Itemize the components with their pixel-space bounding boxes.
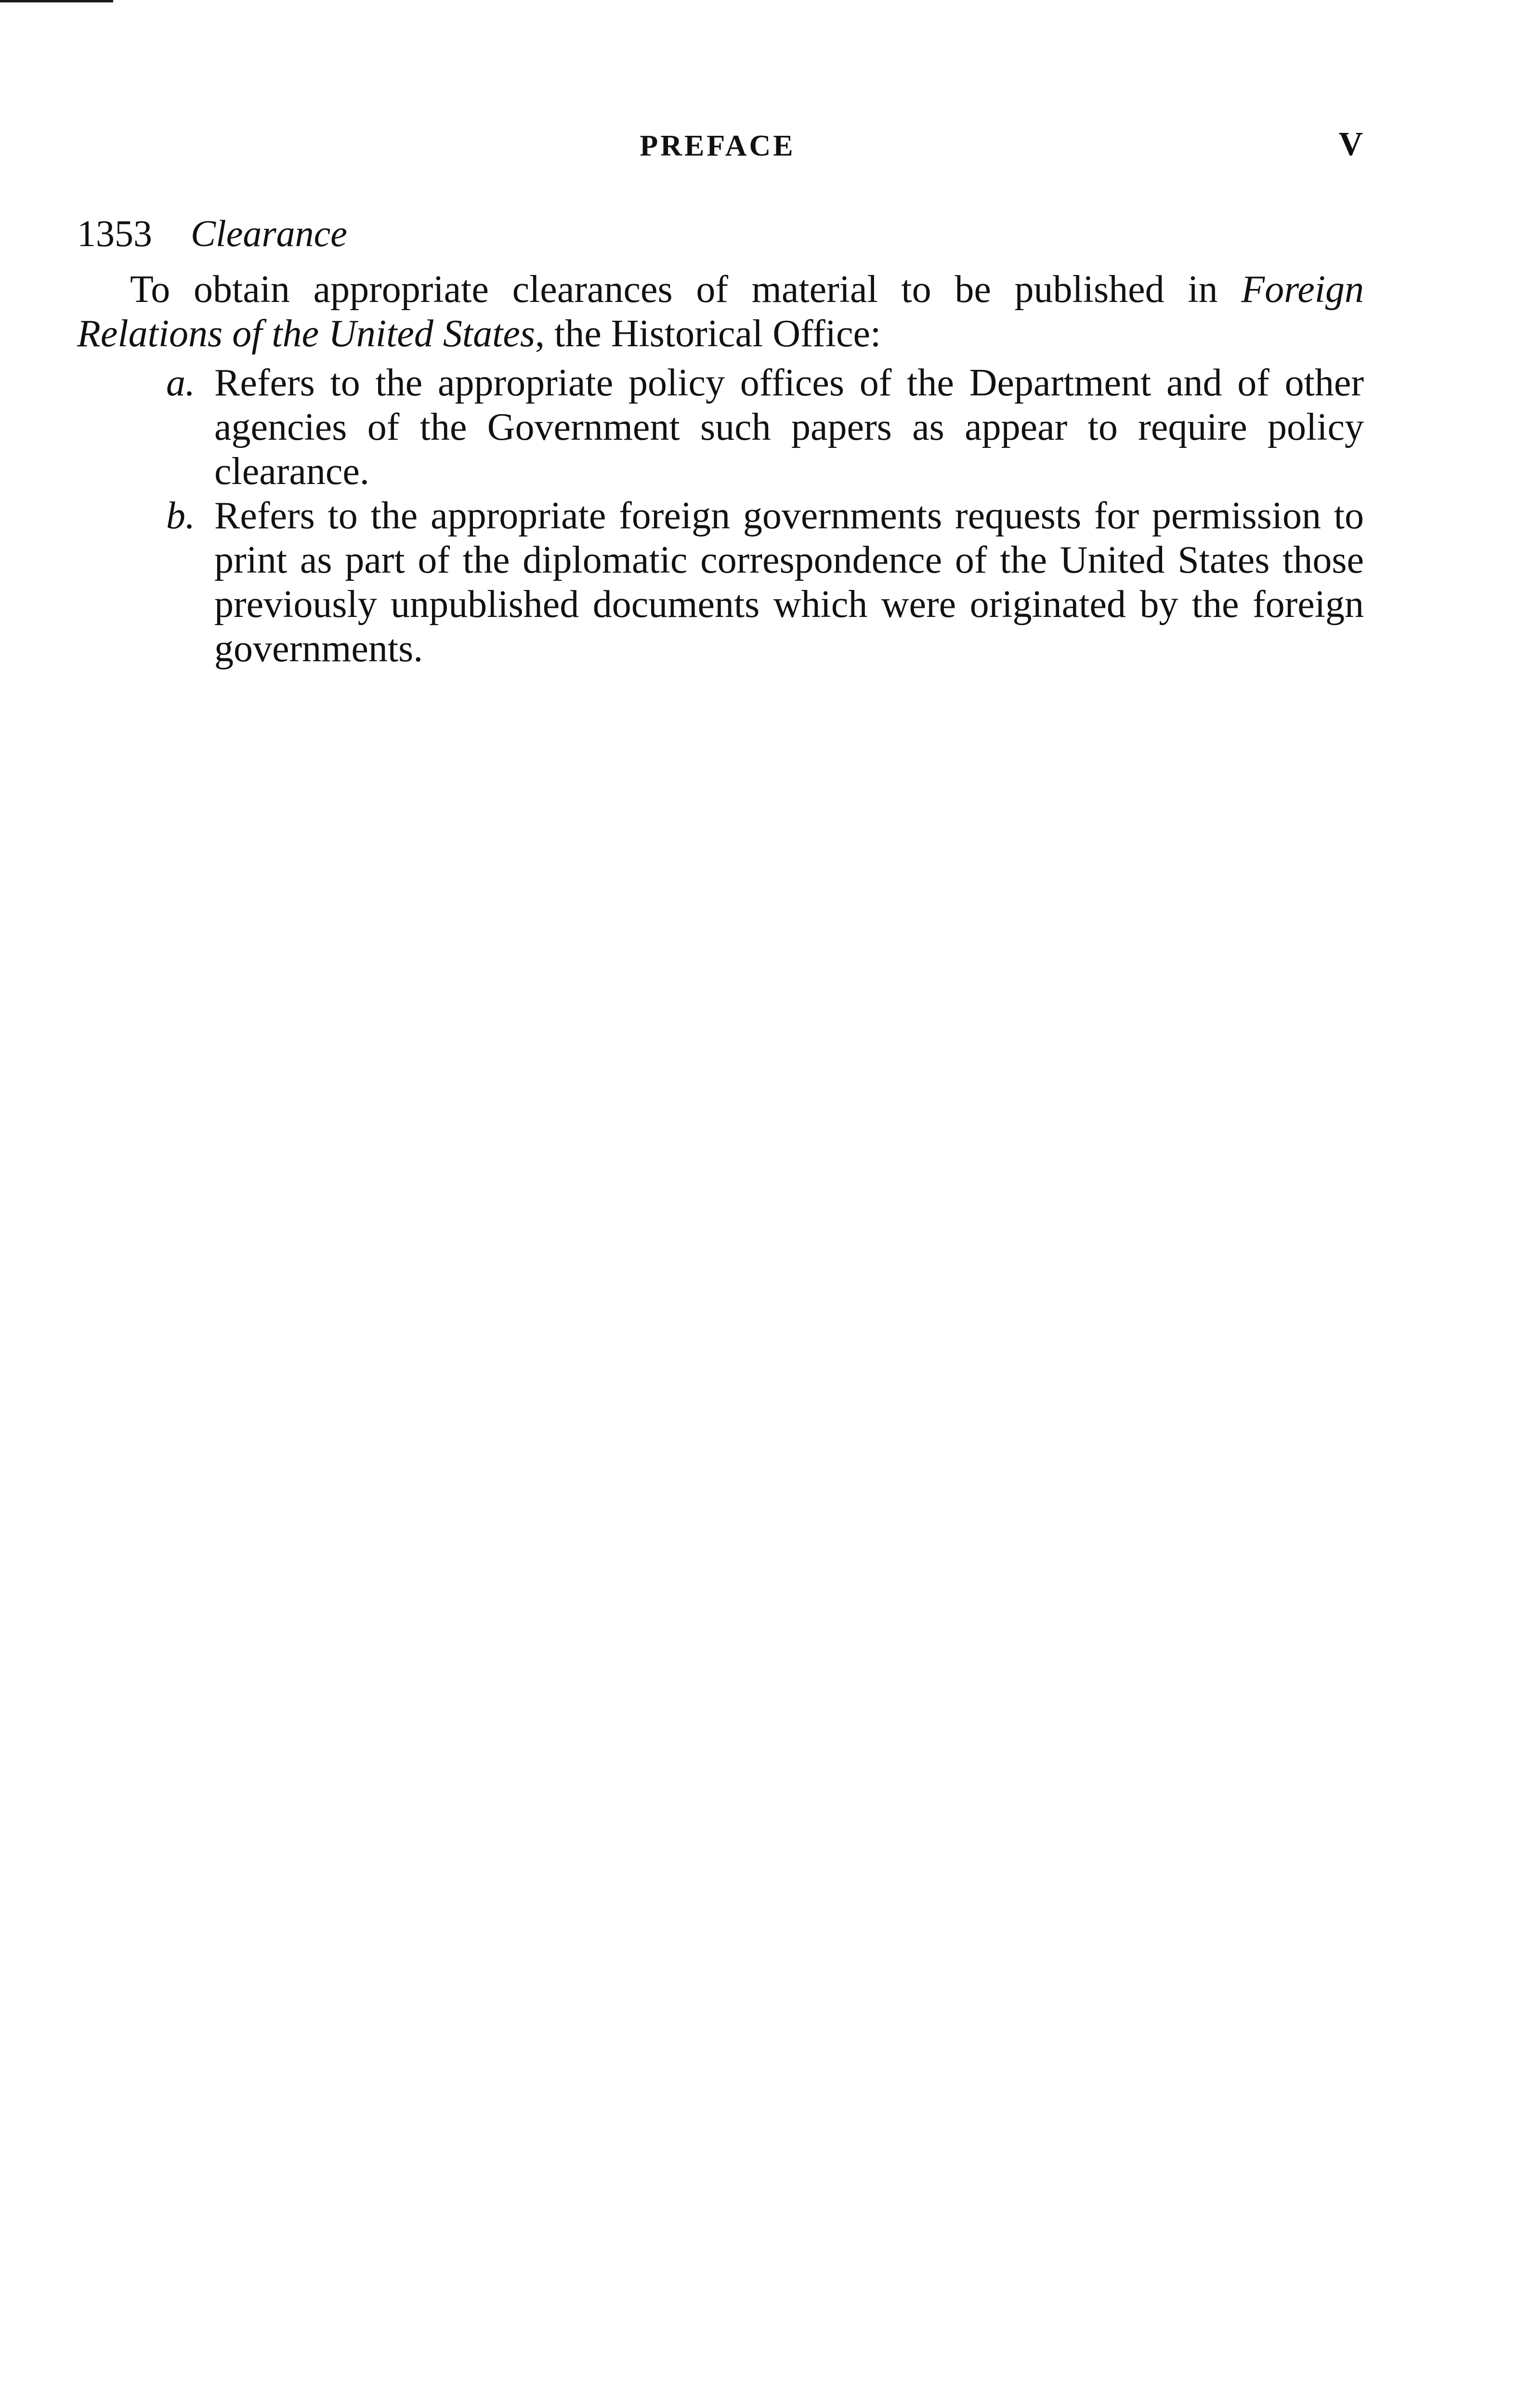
publication-title: Foreign Relations of the United States <box>77 268 1364 355</box>
page-number: V <box>1338 126 1363 163</box>
section-body <box>77 267 1364 671</box>
list-item-marker: b. <box>166 495 195 537</box>
corner-rule <box>0 0 113 2</box>
list-item <box>166 361 1364 494</box>
section-heading <box>77 212 347 255</box>
running-head-title: PREFACE <box>640 130 796 162</box>
list-item-text: Refers to the appropriate foreign governments requests for permission to print as part of the diplomatic correspondence of the United States those previously unpublished documents which were originated by the foreign governments. <box>214 495 1364 670</box>
procedure-list <box>77 361 1364 671</box>
section-number: 1353 <box>77 212 152 254</box>
running-head <box>72 126 1363 172</box>
list-item-text: Refers to the appropriate policy offices of the Department and of other agencies of the Government such papers as appear to require policy clearance. <box>214 362 1364 493</box>
list-item <box>166 494 1364 671</box>
intro-lead: To obtain appropriate clearances of material to be published in <box>130 268 1242 311</box>
list-item-marker: a. <box>166 362 195 404</box>
section-title: Clearance <box>191 212 347 254</box>
intro-paragraph <box>77 267 1364 356</box>
intro-tail: , the Historical Office: <box>535 313 881 355</box>
